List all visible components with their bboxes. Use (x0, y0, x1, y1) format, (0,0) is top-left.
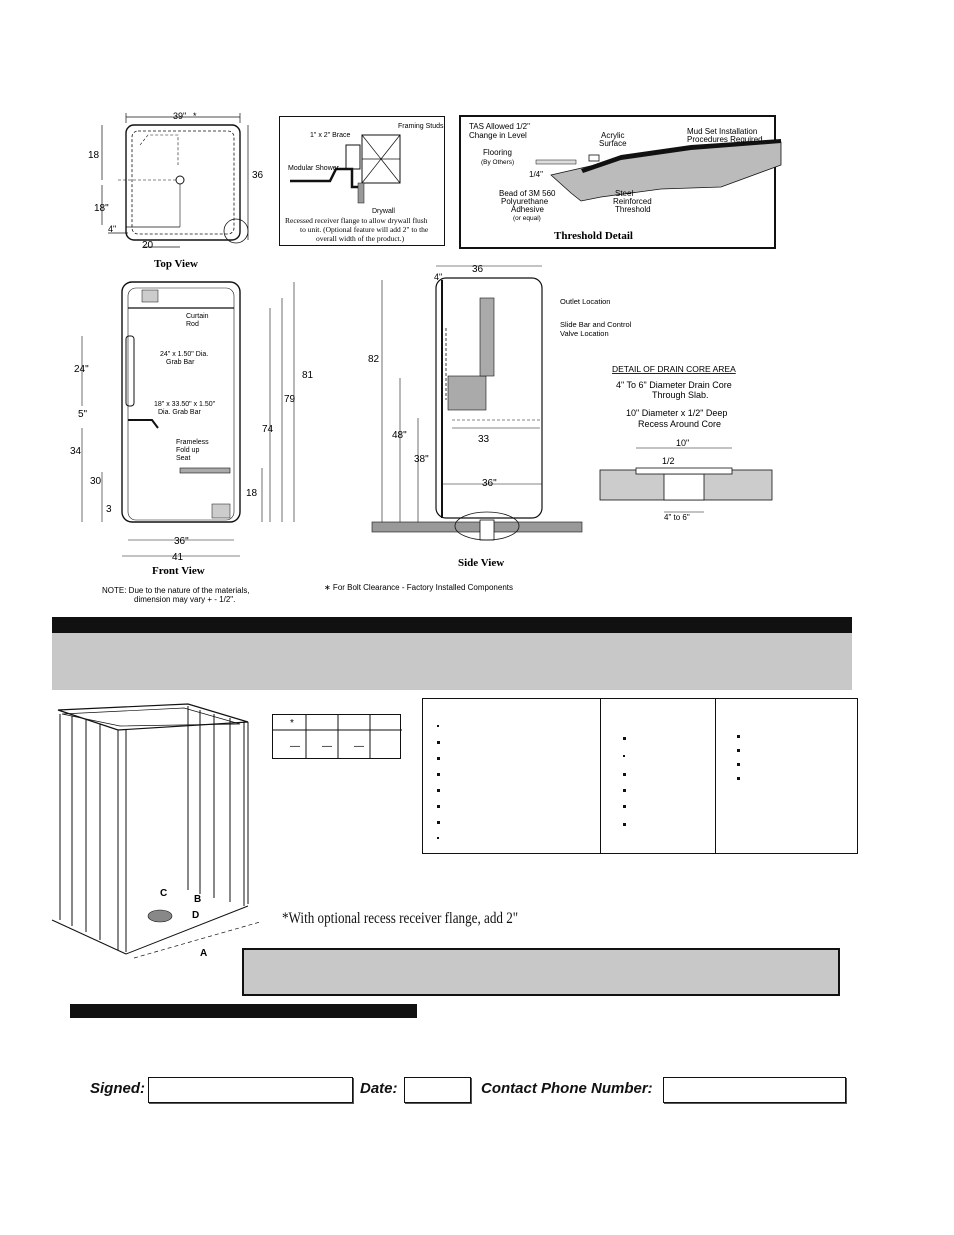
curtain-label: Curtain (186, 313, 209, 320)
drain-half: 1/2 (662, 456, 675, 466)
spec-bullet (437, 741, 440, 744)
drain-title: DETAIL OF DRAIN CORE AREA (612, 364, 736, 374)
flooring-label: Flooring (483, 148, 512, 157)
top-drain-dim: 18" (94, 203, 109, 214)
drain-line-3: 10" Diameter x 1/2" Deep (626, 408, 728, 418)
table-dash-2: — (322, 741, 332, 752)
section-header-bar (52, 617, 852, 633)
spec-bullet (623, 805, 626, 808)
spec-bullet (437, 773, 440, 776)
grab1-label: 24" x 1.50" Dia. (160, 351, 209, 358)
slide-label-2: Valve Location (560, 329, 609, 338)
top-view-drawing (88, 105, 268, 275)
drain-core-dim: 4" to 6" (664, 513, 690, 522)
tas-label-2: Change in Level (469, 131, 527, 140)
mud-label-2: Procedures Required (687, 135, 763, 144)
top-small-dim: 4" (108, 224, 117, 234)
slide-label-1: Slide Bar and Control (560, 320, 632, 329)
front-note-1: NOTE: Due to the nature of the materials, (102, 586, 250, 595)
spec-bullet (437, 805, 440, 808)
acrylic-label: Acrylic (601, 131, 625, 140)
side-width-dim: 36 (472, 264, 484, 275)
threshold-drawing (461, 117, 774, 247)
spec-bullet (437, 837, 439, 839)
front-view-drawing (62, 278, 322, 613)
bolt-note: ∗ For Bolt Clearance - Factory Installed Components (324, 583, 514, 592)
flange-detail-box (279, 116, 445, 246)
dim-41: 41 (172, 552, 184, 563)
mud-label-1: Mud Set Installation (687, 127, 758, 136)
bead-label-2: Polyurethane (501, 197, 549, 206)
flange-note-3: overall width of the product.) (316, 234, 405, 243)
spec-bullet (437, 757, 440, 760)
flange-note-2: to unit. (Optional feature will add 2" to the (300, 225, 429, 234)
seat-label-1: Frameless (176, 439, 209, 446)
threshold-detail-box (459, 115, 776, 249)
signed-field[interactable] (148, 1077, 353, 1103)
top-bottom-dim: 20 (142, 240, 154, 251)
drain-ten: 10" (676, 438, 690, 448)
spec-bullet (623, 755, 625, 757)
date-field[interactable] (404, 1077, 471, 1103)
spec-bullet (737, 749, 740, 752)
by-others-label: (By Others) (481, 159, 515, 166)
grab1b-label: Grab Bar (166, 359, 195, 366)
table-star: * (290, 718, 294, 729)
dim-79: 79 (284, 394, 296, 405)
top-width-dim: 39" (173, 111, 187, 121)
side-h48: 48" (392, 430, 407, 441)
framing-label-c: C (160, 888, 168, 899)
dim-81: 81 (302, 370, 314, 381)
seat-label-2: Fold up (176, 447, 200, 454)
top-width-star: * (193, 111, 197, 121)
drain-detail-drawing (592, 362, 782, 522)
date-label: Date: (360, 1080, 398, 1097)
outlet-label: Outlet Location (560, 297, 611, 306)
spec-bullet (437, 725, 439, 727)
spec-bullet (737, 763, 740, 766)
spec-divider-2 (715, 699, 716, 853)
spec-bullet (623, 773, 626, 776)
flange-brace-label: 1" x 2" Brace (310, 132, 351, 139)
front-view-caption: Front View (152, 565, 205, 577)
dim-5: 5" (78, 409, 88, 420)
surface-label: Surface (599, 139, 627, 148)
spec-bullet (623, 789, 626, 792)
drain-line-4: Recess Around Core (638, 419, 722, 429)
flange-modular-label: Modular Shower (288, 165, 339, 172)
spec-bullet (737, 735, 740, 738)
dim-74: 74 (262, 424, 274, 435)
rod-label: Rod (186, 321, 199, 328)
spec-divider-1 (600, 699, 601, 853)
table-dash-1: — (290, 741, 300, 752)
top-depth-dim: 36 (252, 170, 264, 181)
section-info-panel (52, 633, 852, 690)
phone-field[interactable] (663, 1077, 846, 1103)
spec-bullet (737, 777, 740, 780)
top-view-caption: Top View (154, 258, 198, 270)
signed-label: Signed: (90, 1080, 145, 1097)
drain-line-2: Through Slab. (652, 390, 709, 400)
side-four-dim: 4" (434, 272, 443, 282)
steel-label-1: Steel (615, 189, 634, 198)
side-view-drawing (322, 258, 632, 603)
side-d33: 33 (478, 434, 490, 445)
grab2-label: 18" x 33.50" x 1.50" (154, 401, 216, 408)
side-view-caption: Side View (458, 557, 505, 569)
dim-24: 24" (74, 364, 89, 375)
side-h82: 82 (368, 354, 380, 365)
quarter-label: 1/4" (529, 170, 543, 179)
framing-label-a: A (200, 948, 208, 959)
tas-label: TAS Allowed 1/2" (469, 122, 530, 131)
phone-label: Contact Phone Number: (481, 1080, 653, 1097)
side-d36: 36" (482, 478, 497, 489)
spec-bullet (437, 789, 440, 792)
top-left-dim: 18 (88, 150, 100, 161)
drain-line-1: 4" To 6" Diameter Drain Core (616, 380, 732, 390)
flange-framing-label: Framing Studs (398, 123, 444, 130)
spec-box (422, 698, 858, 854)
framing-label-d: D (192, 910, 200, 921)
signature-header-bar (70, 1004, 417, 1018)
steel-label-2: Reinforced (613, 197, 652, 206)
dim-3: 3 (106, 504, 112, 515)
framing-label-b: B (194, 894, 202, 905)
table-dash-3: — (354, 741, 364, 752)
bead-label-3: Adhesive (511, 205, 544, 214)
framing-drawing (48, 700, 260, 990)
threshold-title: Threshold Detail (554, 230, 633, 242)
flange-detail-drawing (280, 117, 444, 245)
front-note-2: dimension may vary + - 1/2". (134, 595, 236, 604)
spec-bullet (437, 821, 440, 824)
dim-30: 30 (90, 476, 102, 487)
side-h38: 38" (414, 454, 429, 465)
flange-drywall-label: Drywall (372, 208, 395, 215)
bead-label-4: (or equal) (513, 215, 541, 222)
bead-label-1: Bead of 3M 560 (499, 189, 556, 198)
recess-note: *With optional recess receiver flange, add 2" (282, 910, 519, 927)
spec-bullet (623, 823, 626, 826)
dim-34: 34 (70, 446, 82, 457)
grab2b-label: Dia. Grab Bar (158, 409, 201, 416)
flange-note-1: Recessed receiver flange to allow drywall flush (285, 216, 428, 225)
dim-18: 18 (246, 488, 258, 499)
dimension-table (272, 714, 402, 760)
seat-label-3: Seat (176, 455, 191, 462)
notice-box (242, 948, 840, 996)
dim-36: 36" (174, 536, 189, 547)
spec-bullet (623, 737, 626, 740)
steel-label-3: Threshold (615, 205, 651, 214)
